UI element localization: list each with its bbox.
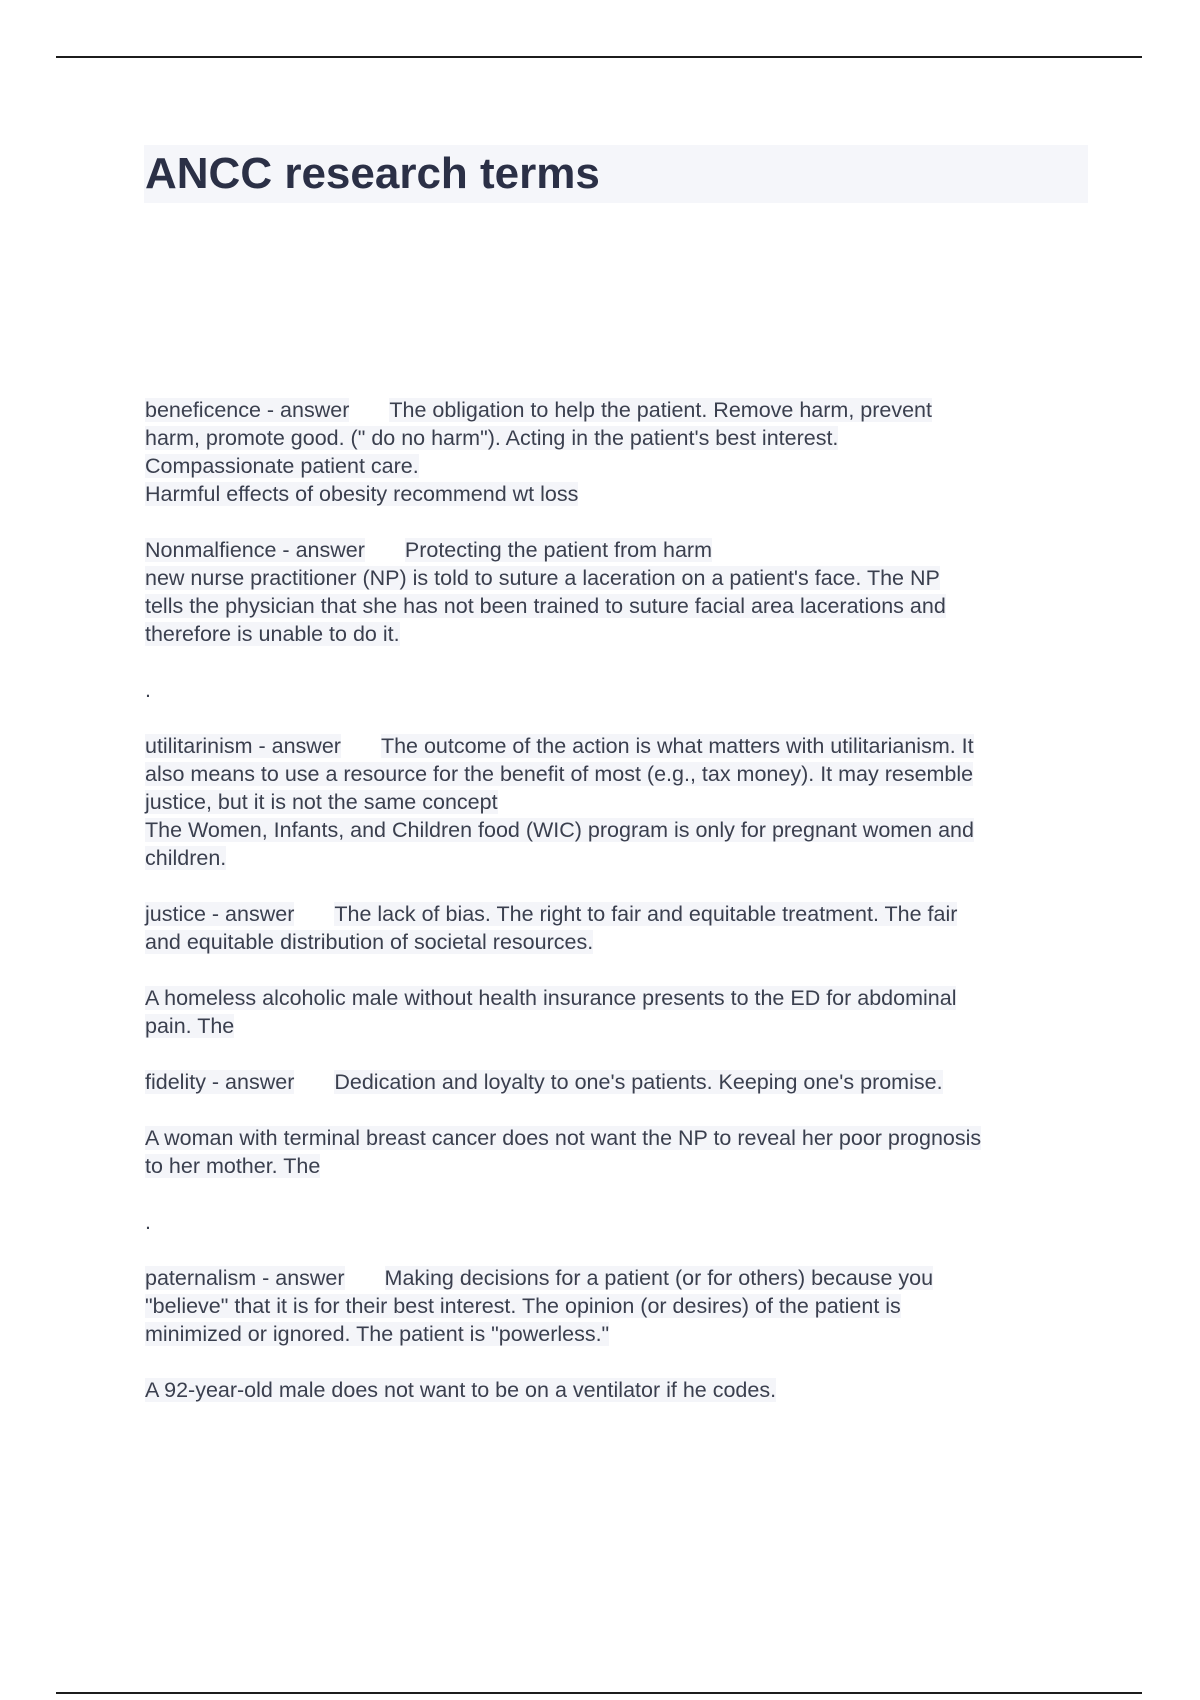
separator-dot: . bbox=[145, 1210, 151, 1234]
example-paternalism bbox=[145, 1376, 1095, 1404]
entry-line: Protecting the patient from harm bbox=[404, 538, 712, 562]
entry-line: A 92-year-old male does not want to be on a ventilator if he codes. bbox=[145, 1378, 777, 1402]
top-rule bbox=[56, 56, 1142, 58]
entry-line: harm, promote good. (" do no harm"). Acting in the patient's best interest. bbox=[145, 426, 839, 450]
entry-term: Nonmalfience - answer bbox=[145, 538, 365, 562]
entry-line: The outcome of the action is what matters with utilitarianism. It bbox=[380, 734, 974, 758]
example-justice bbox=[145, 984, 1095, 1040]
entry-justice bbox=[145, 900, 1095, 956]
entry-term: paternalism - answer bbox=[145, 1266, 345, 1290]
example-fidelity bbox=[145, 1124, 1095, 1180]
entry-paternalism bbox=[145, 1264, 1095, 1348]
entry-term: fidelity - answer bbox=[145, 1070, 295, 1094]
entry-term: utilitarinism - answer bbox=[145, 734, 341, 758]
entry-line: therefore is unable to do it. bbox=[145, 622, 400, 646]
entry-line: Harmful effects of obesity recommend wt loss bbox=[145, 482, 579, 506]
entry-line: minimized or ignored. The patient is "powerless." bbox=[145, 1322, 610, 1346]
document-title: ANCC research terms bbox=[145, 149, 600, 198]
entry-line: children. bbox=[145, 846, 227, 870]
entry-line: The Women, Infants, and Children food (WIC) program is only for pregnant women and bbox=[145, 818, 974, 842]
entry-line: also means to use a resource for the benefit of most (e.g., tax money). It may resemble bbox=[145, 762, 974, 786]
entry-line: A woman with terminal breast cancer does not want the NP to reveal her poor prognosis bbox=[145, 1126, 982, 1150]
entry-line: tells the physician that she has not been trained to suture facial area lacerations and bbox=[145, 594, 946, 618]
entry-nonmalfience bbox=[145, 536, 1095, 648]
entry-line: and equitable distribution of societal resources. bbox=[145, 930, 594, 954]
entry-line: justice, but it is not the same concept bbox=[145, 790, 498, 814]
bottom-rule bbox=[56, 1692, 1142, 1694]
entry-line: new nurse practitioner (NP) is told to suture a laceration on a patient's face. The NP bbox=[145, 566, 940, 590]
entry-line: The obligation to help the patient. Remove harm, prevent bbox=[389, 398, 932, 422]
entry-beneficence bbox=[145, 396, 1095, 508]
entry-term: beneficence - answer bbox=[145, 398, 350, 422]
entry-line: Making decisions for a patient (or for others) because you bbox=[384, 1266, 934, 1290]
entry-line: A homeless alcoholic male without health insurance presents to the ED for abdominal bbox=[145, 986, 957, 1010]
entry-utilitarinism bbox=[145, 732, 1095, 872]
entry-term: justice - answer bbox=[145, 902, 295, 926]
entry-fidelity bbox=[145, 1068, 1095, 1096]
entry-line: Dedication and loyalty to one's patients. Keeping one's promise. bbox=[334, 1070, 943, 1094]
entry-line: "believe" that it is for their best interest. The opinion (or desires) of the patient is bbox=[145, 1294, 901, 1318]
entry-line: Compassionate patient care. bbox=[145, 454, 419, 478]
separator-dot: . bbox=[145, 678, 151, 702]
entry-line: to her mother. The bbox=[145, 1154, 321, 1178]
entry-line: pain. The bbox=[145, 1014, 235, 1038]
entry-line: The lack of bias. The right to fair and equitable treatment. The fair bbox=[334, 902, 958, 926]
document-body bbox=[145, 396, 1095, 1432]
